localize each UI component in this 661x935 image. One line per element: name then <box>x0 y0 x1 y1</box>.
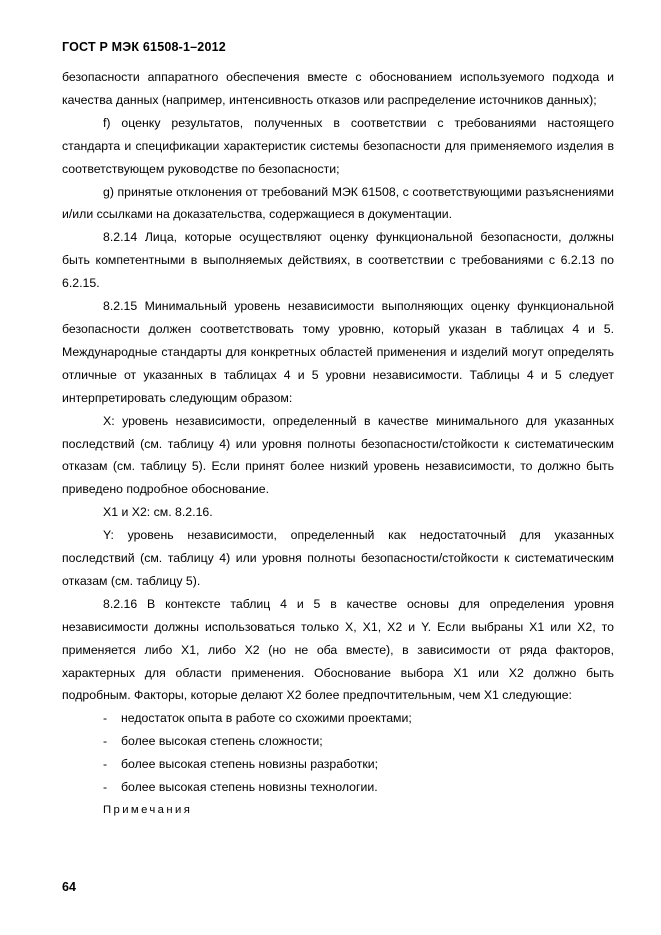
list-item-text: недостаток опыта в работе со схожими проектами; <box>121 711 412 726</box>
list-dash: - <box>103 734 108 749</box>
paragraph-item-f: f) оценку результатов, полученных в соответствии с требованиями настоящего стандарта и спецификации характеристик системы безопасности для применяемого изделия в соответствующем руководстве по безопасности; <box>62 115 614 176</box>
document-body <box>62 66 614 822</box>
page-header-standard-title: ГОСТ Р МЭК 61508-1–2012 <box>62 40 226 54</box>
paragraph-8-2-16: 8.2.16 В контексте таблиц 4 и 5 в качестве основы для определения уровня независимости должны использоваться только X, X1, X2 и Y. Если выбраны X1 или X2, то применяется либо X1, либо X2 (но не оба вместе), в зависимости от ряда факторов, характерных для области применения. Обоснование выбора X1 или X2 должно быть подробным. Факторы, которые делают X2 более предпочтительным, чем X1 следующие: <box>62 596 614 703</box>
list-item <box>62 753 614 776</box>
list-dash: - <box>103 780 108 795</box>
notes-heading: Примечания <box>103 804 193 816</box>
paragraph-item-g: g) принятые отклонения от требований МЭК 61508, с соответствующими разъяснениями и/или ссылками на доказательства, содержащиеся в документации. <box>62 184 614 222</box>
paragraph-8-2-14: 8.2.14 Лица, которые осуществляют оценку функциональной безопасности, должны быть компетентными в выполняемых действиях, в соответствии с требованиями с 6.2.13 по 6.2.15. <box>62 230 614 291</box>
list-dash: - <box>103 711 108 726</box>
list-item <box>62 776 614 799</box>
list-item-text: более высокая степень новизны разработки; <box>121 757 379 772</box>
paragraph-definition-x: X: уровень независимости, определенный в качестве минимального для указанных последствий (см. таблицу 4) или уровня полноты безопасности/стойкости к систематическим отказам (см. таблицу 5). Если принят более низкий уровень независимости, то должно быть приведено подробное обоснование. <box>62 413 614 497</box>
paragraph-8-2-15: 8.2.15 Минимальный уровень независимости выполняющих оценку функциональной безопасности должен соответствовать тому уровню, который указан в таблицах 4 и 5. Международные стандарты для конкретных областей применения и изделий могут определять отличные от указанных в таблицах 4 и 5 уровни независимости. Таблицы 4 и 5 следует интерпретировать следующим образом: <box>62 299 614 405</box>
page-number: 64 <box>62 880 76 894</box>
list-item-text: более высокая степень сложности; <box>121 734 323 749</box>
list-item-text: более высокая степень новизны технологии. <box>121 780 378 795</box>
paragraph-continuation: безопасности аппаратного обеспечения вместе с обоснованием используемого подхода и качества данных (например, интенсивность отказов или распределение источников данных); <box>62 70 614 107</box>
list-dash: - <box>103 757 108 772</box>
paragraph-definition-x1-x2: X1 и X2: см. 8.2.16. <box>103 505 213 520</box>
list-item <box>62 707 614 730</box>
list-item <box>62 730 614 753</box>
paragraph-definition-y: Y: уровень независимости, определенный как недостаточный для указанных последствий (см. таблицу 4) или уровня полноты безопасности/стойкости к систематическим отказам (см. таблицу 5). <box>62 528 614 588</box>
